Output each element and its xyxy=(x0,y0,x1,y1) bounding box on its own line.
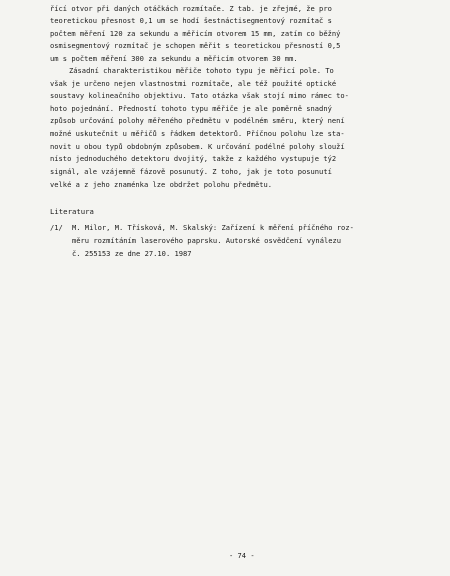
text-line: nísto jednoduchého detektoru dvojitý, takže z každého vystupuje tý2 xyxy=(50,154,337,163)
text-line: řící otvor při daných otáčkách rozmítače. Z tab. je zřejmé, že pro xyxy=(50,4,332,13)
text-line: novit u obou typů obdobným způsobem. K určování podélné polohy slouží xyxy=(50,142,345,151)
text-line: teoretickou přesnost 0,1 um se hodí šestnáctisegmentový rozmítač s xyxy=(50,16,332,25)
reference-line: měru rozmítáním laserového paprsku. Autorské osvědčení vynálezu xyxy=(72,236,342,245)
reference-line: M. Milor, M. Třísková, M. Skalský: Zařízení k měření příčného roz- xyxy=(72,223,354,232)
text-line: Zásadní charakteristikou měřiče tohoto typu je měřicí pole. To xyxy=(69,66,334,75)
text-line: možné uskutečnit u měřičů s řádkem detektorů. Příčnou polohu lze sta- xyxy=(50,129,345,138)
text-line: však je určeno nejen vlastnostmi rozmítače, ale též použité optické xyxy=(50,79,337,88)
reference-line: č. 255153 ze dne 27.10. 1987 xyxy=(72,249,192,258)
text-line: soustavy kolineačního objektivu. Tato otázka však stojí mimo rámec to- xyxy=(50,91,349,100)
text-line: velké a z jeho znaménka lze obdržet polohu předmětu. xyxy=(50,180,273,189)
text-line: počtem měření 120 za sekundu a měřicím otvorem 15 mm, zatím co běžný xyxy=(50,29,341,38)
literature-heading: Literatura xyxy=(50,207,94,216)
text-line: signál, ale vzájemně fázově posunutý. Z toho, jak je toto posunutí xyxy=(50,167,332,176)
text-line: způsob určování polohy měřeného předmětu v podélném směru, který není xyxy=(50,116,345,125)
page-number: - 74 - xyxy=(229,551,255,560)
text-line: hoto pojednání. Předností tohoto typu měřiče je ale poměrně snadný xyxy=(50,104,332,113)
text-line: um s počtem měření 300 za sekundu a měřicím otvorem 30 mm. xyxy=(50,54,298,63)
reference-number: /1/ xyxy=(50,223,63,232)
text-line: osmisegmentový rozmítač je schopen měřit s teoretickou přesností 0,5 xyxy=(50,41,341,50)
